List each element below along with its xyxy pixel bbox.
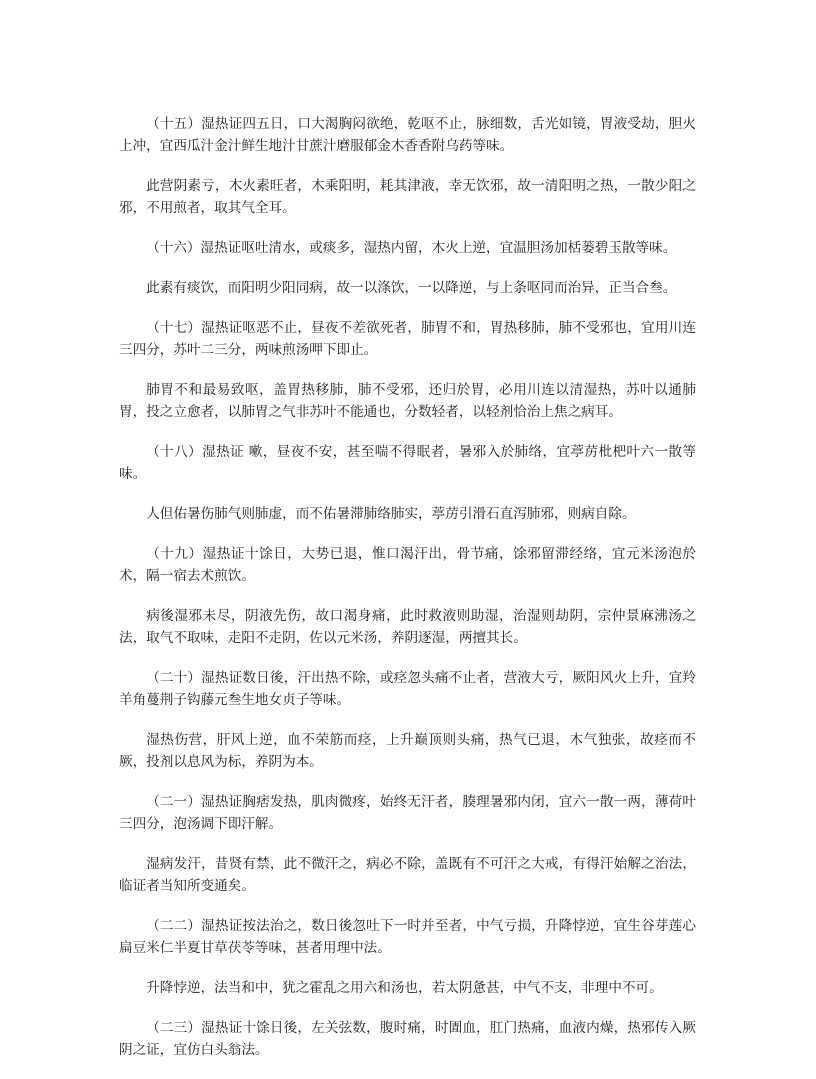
commentary-17: 肺胃不和最易致呕，盖胃热移肺，肺不受邪，还归於胃，必用川连以清湿热，苏叶以通肺胃，投之立愈者，以肺胃之气非苏叶不能通也，分数轻者，以轻剂恰治上焦之病耳。 [119, 382, 696, 420]
commentary-21: 湿病发汗，昔贤有禁，此不微汗之，病必不除，盖既有不可汗之大戒，有得汗始解之治法，临证者当知所变通矣。 [119, 856, 696, 894]
commentary-19: 病後湿邪未尽，阴液先伤，故口渴身痛，此时救液则助湿，治湿则劫阴，宗仲景麻沸汤之法，取气不取味，走阳不走阴，佐以元米汤，养阴逐湿，两擅其长。 [119, 608, 696, 646]
paragraph-20: （二十）湿热证数日後，汗出热不除，或痉忽头痛不止者，营液大亏，厥阳风火上升，宜羚羊角蔓荆子钩藤元叁生地女贞子等味。 [119, 670, 696, 708]
paragraph-21: （二一）湿热证胸痞发热，肌肉微疼，始终无汗者，腠理暑邪内闭，宜六一散一两，薄荷叶三四分，泡汤调下即汗解。 [119, 794, 696, 832]
commentary-20: 湿热伤营，肝风上逆，血不荣筋而痉，上升巅顶则头痛，热气已退，木气独张，故痉而不厥，投剂以息风为标，养阴为本。 [119, 732, 696, 770]
commentary-18: 人但佑暑伤肺气则肺虚，而不佑暑滞肺络肺实，葶苈引滑石直泻肺邪，则病自除。 [146, 506, 636, 522]
paragraph-22: （二二）湿热证按法治之，数日後忽吐下一时并至者，中气亏损，升降悖逆，宜生谷芽莲心扁豆米仁半夏甘草茯苓等味，甚者用理中法。 [119, 918, 696, 956]
paragraph-18: （十八）湿热证 嗽，昼夜不安，甚至喘不得眠者，暑邪入於肺络，宜葶苈枇杷叶六一散等味。 [119, 444, 696, 482]
paragraph-17: （十七）湿热证呕恶不止，昼夜不差欲死者，肺胃不和，胃热移肺，肺不受邪也，宜用川连三四分，苏叶二三分，两味煎汤呷下即止。 [119, 320, 696, 358]
paragraph-23: （二三）湿热证十馀日後，左关弦数，腹时痛，时圊血，肛门热痛，血液内燥，热邪传入厥阴之证，宜仿白头翁法。 [119, 1020, 696, 1058]
commentary-22: 升降悖逆，法当和中，犹之霍乱之用六和汤也，若太阴惫甚，中气不支，非理中不可。 [146, 980, 663, 996]
commentary-16: 此素有痰饮，而阳明少阳同病，故一以涤饮，一以降逆，与上条呕同而治异，正当合叁。 [146, 280, 677, 296]
paragraph-19: （十九）湿热证十馀日，大势已退，惟口渴汗出，骨节痛，馀邪留滞经络，宜元米汤泡於术，隔一宿去术煎饮。 [119, 546, 696, 584]
paragraph-16: （十六）湿热证呕吐清水，或痰多，湿热内留，木火上逆，宜温胆汤加栝蒌碧玉散等味。 [146, 240, 677, 256]
document-body [119, 113, 696, 1079]
commentary-15: 此营阴素亏，木火素旺者，木乘阳明，耗其津液，幸无饮邪，故一清阳明之热，一散少阳之邪，不用煎者，取其气全耳。 [119, 178, 696, 216]
paragraph-15: （十五）湿热证四五日，口大渴胸闷欲绝，乾呕不止，脉细数，舌光如镜，胃液受劫，胆火上冲，宜西瓜汁金汁鲜生地汁甘蔗汁磨服郁金木香香附乌药等味。 [119, 116, 696, 154]
